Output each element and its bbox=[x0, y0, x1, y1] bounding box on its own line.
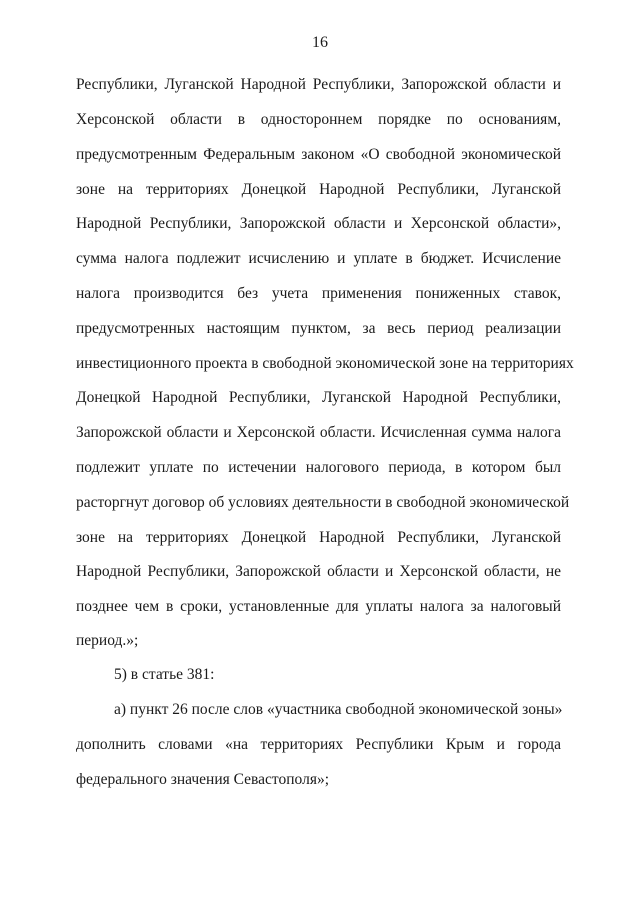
text-line: Республики, Луганской Народной Республики, Запорожской области и bbox=[76, 76, 561, 93]
text-line: дополнить словами «на территориях Республики Крым и города bbox=[76, 736, 561, 753]
page-number: 16 bbox=[312, 34, 328, 51]
text-line: налога производится без учета применения пониженных ставок, bbox=[76, 285, 561, 302]
text-line: период.»; bbox=[76, 632, 139, 649]
text-line: позднее чем в сроки, установленные для уплаты налога за налоговый bbox=[76, 598, 561, 615]
text-line: Народной Республики, Запорожской области и Херсонской области, не bbox=[76, 563, 561, 580]
text-line: расторгнут договор об условиях деятельности в свободной экономической bbox=[76, 494, 570, 511]
text-line: зоне на территориях Донецкой Народной Республики, Луганской bbox=[76, 181, 561, 198]
text-line: зоне на территориях Донецкой Народной Республики, Луганской bbox=[76, 529, 561, 546]
text-line: а) пункт 26 после слов «участника свободной экономической зоны» bbox=[114, 701, 563, 718]
text-line: предусмотренным Федеральным законом «О свободной экономической bbox=[76, 146, 561, 163]
text-line: подлежит уплате по истечении налогового периода, в котором был bbox=[76, 459, 561, 476]
text-line: Херсонской области в одностороннем порядке по основаниям, bbox=[76, 111, 561, 128]
text-line: сумма налога подлежит исчислению и уплате в бюджет. Исчисление bbox=[76, 250, 561, 267]
text-line: предусмотренных настоящим пунктом, за весь период реализации bbox=[76, 320, 561, 337]
text-line: федерального значения Севастополя»; bbox=[76, 771, 330, 788]
text-line: Донецкой Народной Республики, Луганской Народной Республики, bbox=[76, 389, 561, 406]
text-line: инвестиционного проекта в свободной экономической зоне на территориях bbox=[76, 355, 574, 372]
text-line: Народной Республики, Запорожской области и Херсонской области», bbox=[76, 215, 561, 232]
text-line: Запорожской области и Херсонской области. Исчисленная сумма налога bbox=[76, 424, 561, 441]
list-item-heading: 5) в статье 381: bbox=[114, 666, 215, 683]
